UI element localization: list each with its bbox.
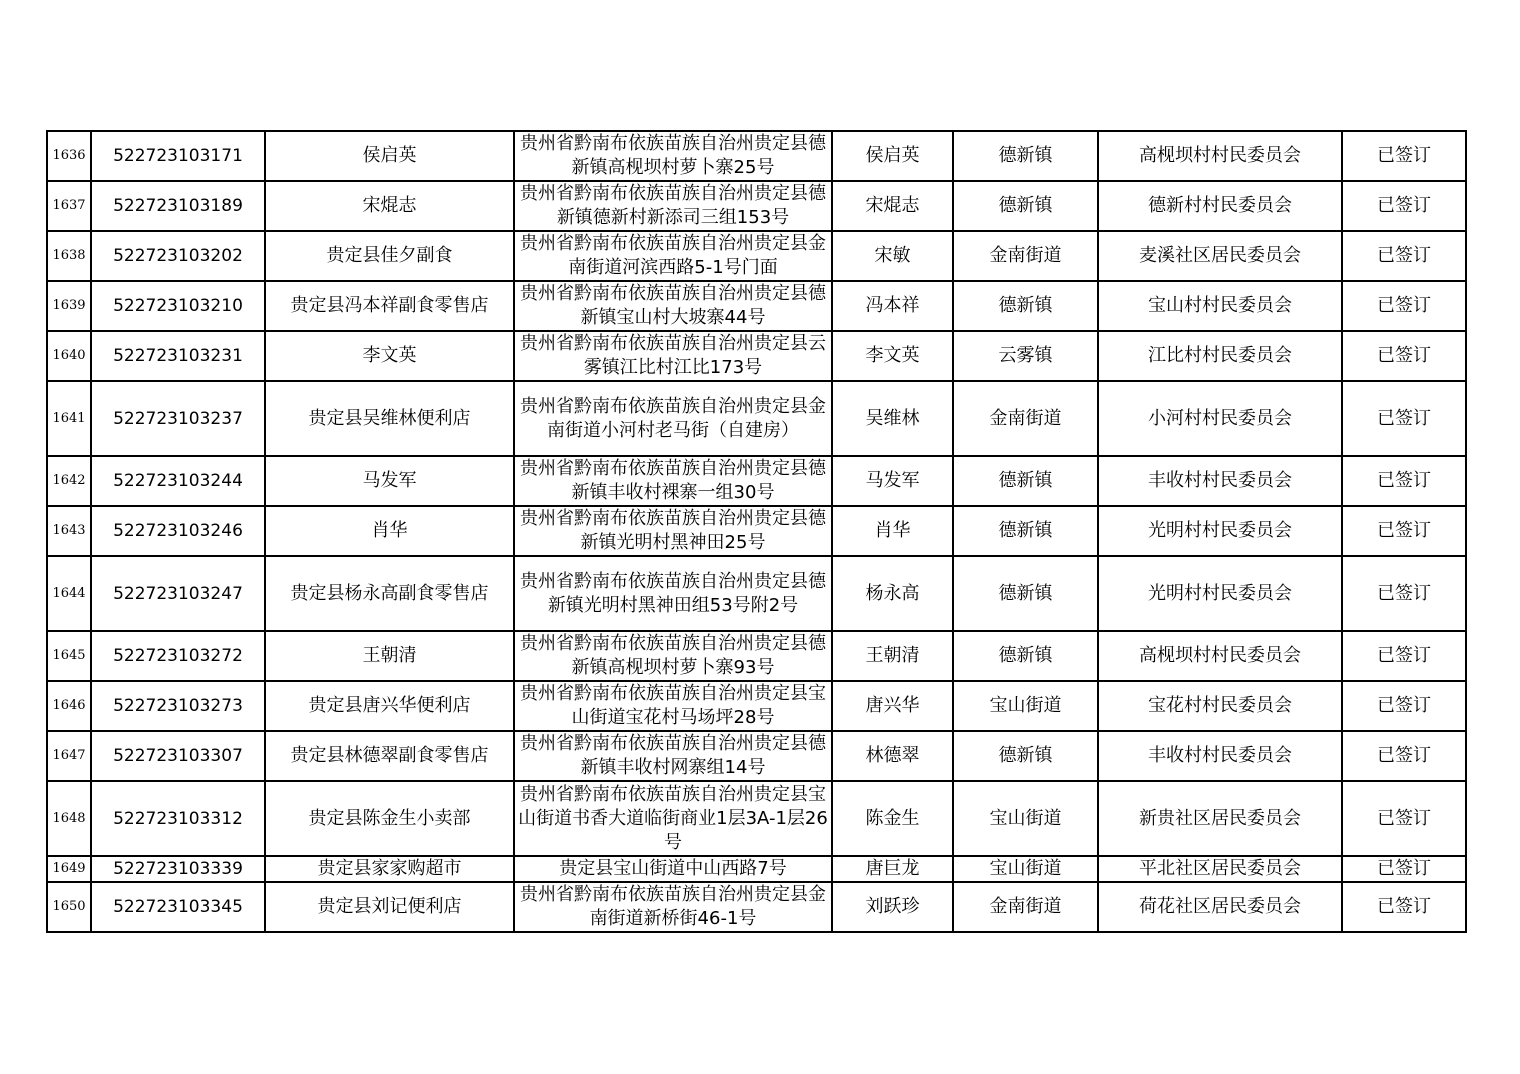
status-cell: 已签订 — [1342, 781, 1466, 856]
status-cell: 已签订 — [1342, 681, 1466, 731]
row-number-cell: 1641 — [47, 381, 91, 456]
table-row — [47, 506, 1466, 556]
committee-cell: 平北社区居民委员会 — [1098, 856, 1342, 882]
person-name-cell: 肖华 — [832, 506, 953, 556]
license-code-cell: 522723103237 — [91, 381, 265, 456]
status-cell: 已签订 — [1342, 882, 1466, 932]
row-number-cell: 1644 — [47, 556, 91, 631]
store-name-cell: 贵定县刘记便利店 — [265, 882, 514, 932]
table-row — [47, 456, 1466, 506]
license-code-cell: 522723103171 — [91, 131, 265, 181]
address-cell: 贵州省黔南布依族苗族自治州贵定县金南街道新桥街46-1号 — [514, 882, 832, 932]
status-cell: 已签订 — [1342, 381, 1466, 456]
status-cell: 已签订 — [1342, 281, 1466, 331]
address-cell: 贵州省黔南布依族苗族自治州贵定县金南街道河滨西路5-1号门面 — [514, 231, 832, 281]
license-code-cell: 522723103272 — [91, 631, 265, 681]
town-cell: 德新镇 — [953, 556, 1098, 631]
address-cell: 贵定县宝山街道中山西路7号 — [514, 856, 832, 882]
table-row — [47, 731, 1466, 781]
row-number-cell: 1639 — [47, 281, 91, 331]
town-cell: 宝山街道 — [953, 856, 1098, 882]
status-cell: 已签订 — [1342, 556, 1466, 631]
town-cell: 金南街道 — [953, 381, 1098, 456]
committee-cell: 新贵社区居民委员会 — [1098, 781, 1342, 856]
license-code-cell: 522723103307 — [91, 731, 265, 781]
address-cell: 贵州省黔南布依族苗族自治州贵定县德新镇高枧坝村萝卜寨25号 — [514, 131, 832, 181]
committee-cell: 高枧坝村村民委员会 — [1098, 631, 1342, 681]
status-cell: 已签订 — [1342, 331, 1466, 381]
store-name-cell: 侯启英 — [265, 131, 514, 181]
row-number-cell: 1648 — [47, 781, 91, 856]
store-name-cell: 宋焜志 — [265, 181, 514, 231]
table-row — [47, 556, 1466, 631]
address-cell: 贵州省黔南布依族苗族自治州贵定县德新镇丰收村裸寨一组30号 — [514, 456, 832, 506]
committee-cell: 小河村村民委员会 — [1098, 381, 1342, 456]
address-cell: 贵州省黔南布依族苗族自治州贵定县宝山街道书香大道临街商业1层3A-1层26号 — [514, 781, 832, 856]
committee-cell: 光明村村民委员会 — [1098, 506, 1342, 556]
committee-cell: 江比村村民委员会 — [1098, 331, 1342, 381]
row-number-cell: 1645 — [47, 631, 91, 681]
table-row — [47, 181, 1466, 231]
table-row — [47, 231, 1466, 281]
row-number-cell: 1649 — [47, 856, 91, 882]
store-name-cell: 贵定县吴维林便利店 — [265, 381, 514, 456]
committee-cell: 丰收村村民委员会 — [1098, 731, 1342, 781]
store-name-cell: 肖华 — [265, 506, 514, 556]
committee-cell: 宝山村村民委员会 — [1098, 281, 1342, 331]
table-row — [47, 882, 1466, 932]
table-row — [47, 281, 1466, 331]
row-number-cell: 1642 — [47, 456, 91, 506]
committee-cell: 宝花村村民委员会 — [1098, 681, 1342, 731]
person-name-cell: 冯本祥 — [832, 281, 953, 331]
license-code-cell: 522723103339 — [91, 856, 265, 882]
town-cell: 德新镇 — [953, 281, 1098, 331]
person-name-cell: 唐巨龙 — [832, 856, 953, 882]
store-name-cell: 王朝清 — [265, 631, 514, 681]
store-name-cell: 李文英 — [265, 331, 514, 381]
town-cell: 德新镇 — [953, 456, 1098, 506]
table-row — [47, 781, 1466, 856]
row-number-cell: 1637 — [47, 181, 91, 231]
license-code-cell: 522723103244 — [91, 456, 265, 506]
status-cell: 已签订 — [1342, 506, 1466, 556]
status-cell: 已签订 — [1342, 631, 1466, 681]
row-number-cell: 1638 — [47, 231, 91, 281]
store-name-cell: 贵定县唐兴华便利店 — [265, 681, 514, 731]
license-code-cell: 522723103273 — [91, 681, 265, 731]
license-code-cell: 522723103246 — [91, 506, 265, 556]
license-code-cell: 522723103247 — [91, 556, 265, 631]
status-cell: 已签订 — [1342, 231, 1466, 281]
committee-cell: 荷花社区居民委员会 — [1098, 882, 1342, 932]
row-number-cell: 1640 — [47, 331, 91, 381]
address-cell: 贵州省黔南布依族苗族自治州贵定县宝山街道宝花村马场坪28号 — [514, 681, 832, 731]
license-code-cell: 522723103312 — [91, 781, 265, 856]
town-cell: 德新镇 — [953, 731, 1098, 781]
row-number-cell: 1647 — [47, 731, 91, 781]
status-cell: 已签订 — [1342, 731, 1466, 781]
address-cell: 贵州省黔南布依族苗族自治州贵定县云雾镇江比村江比173号 — [514, 331, 832, 381]
status-cell: 已签订 — [1342, 181, 1466, 231]
town-cell: 德新镇 — [953, 631, 1098, 681]
town-cell: 德新镇 — [953, 131, 1098, 181]
person-name-cell: 马发军 — [832, 456, 953, 506]
table-row — [47, 131, 1466, 181]
table-row — [47, 331, 1466, 381]
person-name-cell: 林德翠 — [832, 731, 953, 781]
person-name-cell: 杨永高 — [832, 556, 953, 631]
records-table — [46, 130, 1467, 933]
town-cell: 金南街道 — [953, 231, 1098, 281]
status-cell: 已签订 — [1342, 456, 1466, 506]
town-cell: 宝山街道 — [953, 781, 1098, 856]
committee-cell: 高枧坝村村民委员会 — [1098, 131, 1342, 181]
license-code-cell: 522723103231 — [91, 331, 265, 381]
person-name-cell: 侯启英 — [832, 131, 953, 181]
address-cell: 贵州省黔南布依族苗族自治州贵定县金南街道小河村老马街（自建房） — [514, 381, 832, 456]
committee-cell: 丰收村村民委员会 — [1098, 456, 1342, 506]
town-cell: 云雾镇 — [953, 331, 1098, 381]
address-cell: 贵州省黔南布依族苗族自治州贵定县德新镇德新村新添司三组153号 — [514, 181, 832, 231]
address-cell: 贵州省黔南布依族苗族自治州贵定县德新镇丰收村网寨组14号 — [514, 731, 832, 781]
table-row — [47, 856, 1466, 882]
person-name-cell: 陈金生 — [832, 781, 953, 856]
table-row — [47, 681, 1466, 731]
row-number-cell: 1636 — [47, 131, 91, 181]
address-cell: 贵州省黔南布依族苗族自治州贵定县德新镇宝山村大坡寨44号 — [514, 281, 832, 331]
committee-cell: 德新村村民委员会 — [1098, 181, 1342, 231]
person-name-cell: 刘跃珍 — [832, 882, 953, 932]
row-number-cell: 1643 — [47, 506, 91, 556]
license-code-cell: 522723103345 — [91, 882, 265, 932]
store-name-cell: 马发军 — [265, 456, 514, 506]
town-cell: 德新镇 — [953, 506, 1098, 556]
address-cell: 贵州省黔南布依族苗族自治州贵定县德新镇光明村黑神田25号 — [514, 506, 832, 556]
address-cell: 贵州省黔南布依族苗族自治州贵定县德新镇高枧坝村萝卜寨93号 — [514, 631, 832, 681]
store-name-cell: 贵定县林德翠副食零售店 — [265, 731, 514, 781]
store-name-cell: 贵定县杨永高副食零售店 — [265, 556, 514, 631]
person-name-cell: 吴维林 — [832, 381, 953, 456]
license-code-cell: 522723103210 — [91, 281, 265, 331]
committee-cell: 麦溪社区居民委员会 — [1098, 231, 1342, 281]
town-cell: 金南街道 — [953, 882, 1098, 932]
town-cell: 宝山街道 — [953, 681, 1098, 731]
status-cell: 已签订 — [1342, 131, 1466, 181]
store-name-cell: 贵定县家家购超市 — [265, 856, 514, 882]
license-code-cell: 522723103189 — [91, 181, 265, 231]
person-name-cell: 李文英 — [832, 331, 953, 381]
committee-cell: 光明村村民委员会 — [1098, 556, 1342, 631]
table-body — [47, 131, 1466, 932]
person-name-cell: 宋敏 — [832, 231, 953, 281]
row-number-cell: 1650 — [47, 882, 91, 932]
table-row — [47, 381, 1466, 456]
town-cell: 德新镇 — [953, 181, 1098, 231]
person-name-cell: 宋焜志 — [832, 181, 953, 231]
row-number-cell: 1646 — [47, 681, 91, 731]
table-row — [47, 631, 1466, 681]
person-name-cell: 王朝清 — [832, 631, 953, 681]
store-name-cell: 贵定县冯本祥副食零售店 — [265, 281, 514, 331]
license-code-cell: 522723103202 — [91, 231, 265, 281]
store-name-cell: 贵定县佳夕副食 — [265, 231, 514, 281]
address-cell: 贵州省黔南布依族苗族自治州贵定县德新镇光明村黑神田组53号附2号 — [514, 556, 832, 631]
store-name-cell: 贵定县陈金生小卖部 — [265, 781, 514, 856]
person-name-cell: 唐兴华 — [832, 681, 953, 731]
status-cell: 已签订 — [1342, 856, 1466, 882]
